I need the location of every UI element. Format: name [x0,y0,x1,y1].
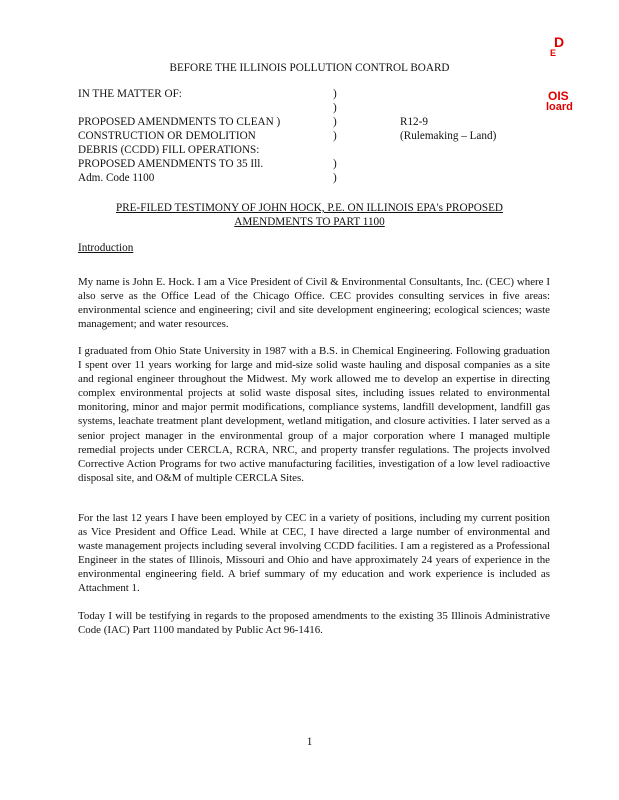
paragraph-education: I graduated from Ohio State University in 1987 with a B.S. in Chemical Engineering. Following graduation I spent over 11 years working for large and mid-size solid waste hauling and disposal companies as a site and regional engineer throughout the Midwest. My work allowed me to develop an expertise in directing complex environmental projects at solid waste disposal sites, including issues related to environmental monitoring, minor and major permit modifications, compliance systems, landfill development, landfill gas systems, leachate treatment plant development, wetland mitigation, and closure activities. I later served as a senior project manager in the environmental group of a major corporation where I managed multiple remedial projects under CERCLA, RCRA, NRC, and property transfer regulations. The projects involved Corrective Action Programs for two active manufacturing facilities, investigation of a low level radioactive disposal site, and O&M of multiple CERCLA Sites. [78,345,550,484]
board-heading: BEFORE THE ILLINOIS POLLUTION CONTROL BOARD [169,62,450,74]
section-heading: Introduction [78,242,134,254]
caption-line: CONSTRUCTION OR DEMOLITION [78,130,256,142]
caption-line: IN THE MATTER OF: [78,88,182,100]
caption-paren: ) [333,172,337,184]
testimony-title-line-1: PRE-FILED TESTIMONY OF JOHN HOCK, P.E. ON ILLINOIS EPA's PROPOSED [116,202,503,214]
caption-line: PROPOSED AMENDMENTS TO CLEAN ) [78,116,281,128]
paragraph-testimony: Today I will be testifying in regards to the proposed amendments to the existing 35 Illinois Administrative Code (IAC) Part 1100 mandated by Public Act 96-1416. [78,610,550,637]
caption-paren: ) [333,88,337,100]
stamp-letter-bottom: E [550,48,557,58]
caption-paren: ) [333,158,337,170]
page-number: 1 [306,736,313,748]
caption-line: DEBRIS (CCDD) FILL OPERATIONS: [78,144,260,156]
caption-line: PROPOSED AMENDMENTS TO 35 Ill. [78,158,264,170]
caption-paren: ) [333,116,337,128]
caption-paren: ) [333,130,337,142]
stamp-letter-top: D [554,34,565,50]
caption-line: Adm. Code 1100 [78,172,155,184]
testimony-title-line-2: AMENDMENTS TO PART 1100 [234,216,385,228]
stamp-line-2: loard [546,101,573,113]
docket-number: R12-9 [400,116,428,128]
proceeding-type: (Rulemaking – Land) [400,130,497,142]
caption-paren: ) [333,102,337,114]
paragraph-employment: For the last 12 years I have been employed by CEC in a variety of positions, including my current position as Vice President and Office Lead. While at CEC, I have directed a large number of environmental and waste management projects including several involving CCDD facilities. I am a registered as a Professional Engineer in the states of Illinois, Missouri and Ohio and have approximately 24 years of experience in the environmental engineering field. A brief summary of my education and work experience is included as Attachment 1. [78,512,550,595]
paragraph-intro: My name is John E. Hock. I am a Vice President of Civil & Environmental Consultants, Inc. (CEC) where I also serve as the Office Lead of the Chicago Office. CEC provides consulting services in five areas: environmental science and engineering; civil and site development engineering; ecological sciences; waste management; and water resources. [78,276,550,331]
stamp-line-1: OIS [548,89,569,103]
filing-stamp [546,34,619,118]
